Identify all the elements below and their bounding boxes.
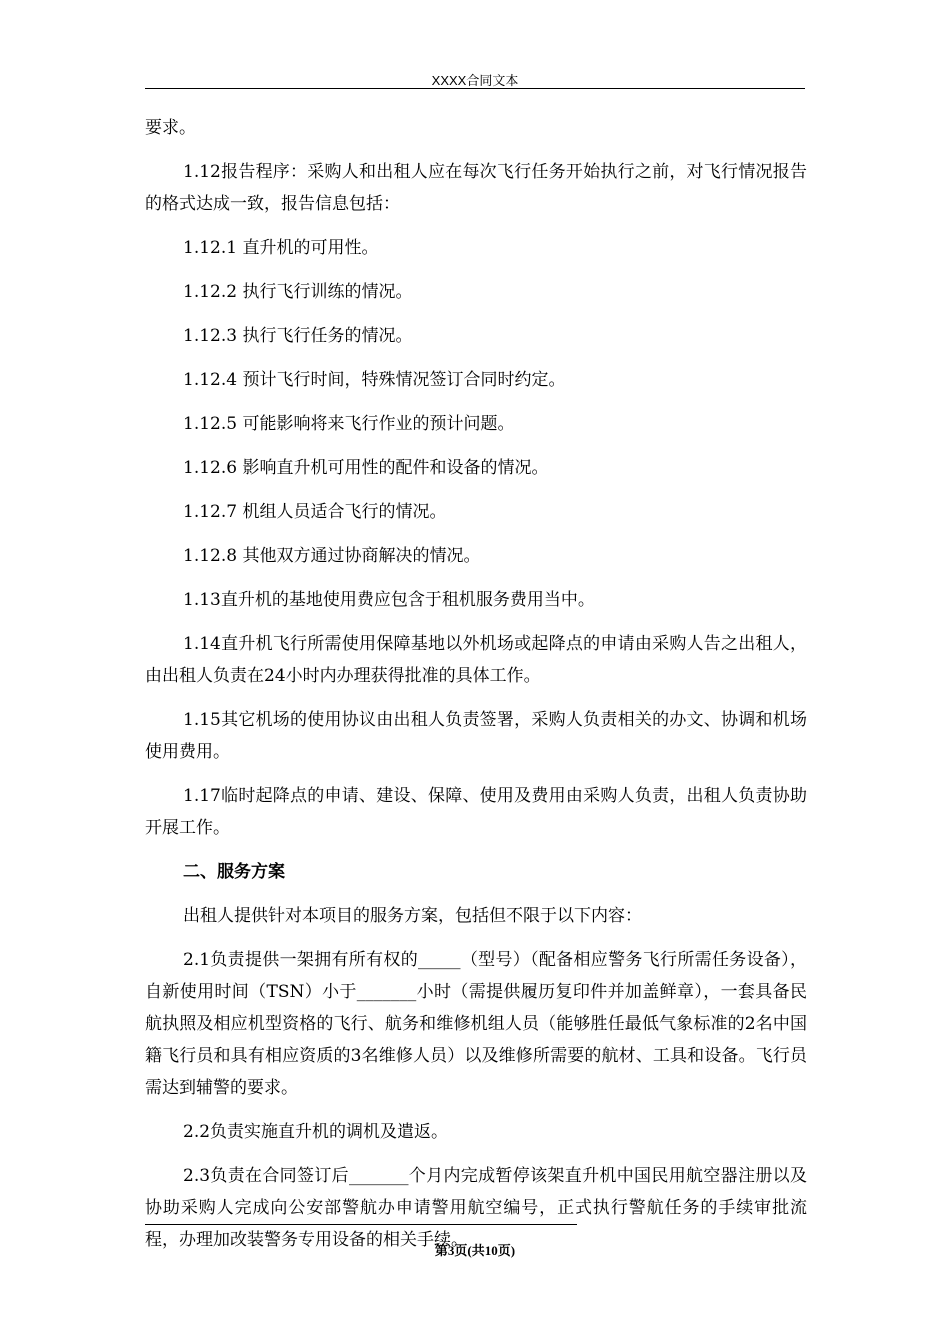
paragraph: 1.14直升机飞行所需使用保障基地以外机场或起降点的申请由采购人告之出租人，由出租人负责在24小时内办理获得批准的具体工作。: [145, 634, 807, 686]
paragraph: 2.2负责实施直升机的调机及遣返。: [183, 1122, 449, 1142]
paragraph: 1.12.6 影响直升机可用性的配件和设备的情况。: [183, 458, 549, 478]
header-divider: [145, 88, 805, 89]
paragraph: 1.12.8 其他双方通过协商解决的情况。: [183, 546, 481, 566]
document-body: [145, 112, 807, 1268]
paragraph: 要求。: [145, 118, 196, 138]
paragraph: 1.17临时起降点的申请、建设、保障、使用及费用由采购人负责，出租人负责协助开展工作。: [145, 786, 807, 838]
paragraph: 1.12.2 执行飞行训练的情况。: [183, 282, 413, 302]
paragraph: 1.12.3 执行飞行任务的情况。: [183, 326, 413, 346]
paragraph: 2.1负责提供一架拥有所有权的_____（型号）（配备相应警务飞行所需任务设备），自新使用时间（TSN）小于_______小时（需提供履历复印件并加盖鲜章），一套具备民航执照及相应机型资格的飞行、航务和维修机组人员（能够胜任最低气象标准的2名中国籍飞行员和具有相应资质的3名维修人员）以及维修所需要的航材、工具和设备。飞行员需达到辅警的要求。: [145, 950, 807, 1098]
section-heading: 二、服务方案: [183, 862, 285, 882]
paragraph: 2.3负责在合同签订后_______个月内完成暂停该架直升机中国民用航空器注册以及协助采购人完成向公安部警航办申请警用航空编号，正式执行警航任务的手续审批流程，办理加改装警务专用设备的相关手续。: [145, 1166, 807, 1250]
header-title: XXXX合同文本: [431, 73, 519, 88]
paragraph: 1.12报告程序：采购人和出租人应在每次飞行任务开始执行之前，对飞行情况报告的格式达成一致，报告信息包括：: [145, 162, 807, 214]
paragraph: 1.15其它机场的使用协议由出租人负责签署，采购人负责相关的办文、协调和机场使用费用。: [145, 710, 807, 762]
paragraph: 出租人提供针对本项目的服务方案，包括但不限于以下内容：: [183, 906, 642, 926]
paragraph: 1.12.1 直升机的可用性。: [183, 238, 379, 258]
paragraph: 1.12.5 可能影响将来飞行作业的预计问题。: [183, 414, 515, 434]
page-number: 第3页(共10页): [434, 1243, 516, 1258]
footer-divider: [145, 1224, 577, 1225]
paragraph: 1.12.7 机组人员适合飞行的情况。: [183, 502, 447, 522]
paragraph: 1.12.4 预计飞行时间，特殊情况签订合同时约定。: [183, 370, 566, 390]
paragraph: 1.13直升机的基地使用费应包含于租机服务费用当中。: [183, 590, 595, 610]
